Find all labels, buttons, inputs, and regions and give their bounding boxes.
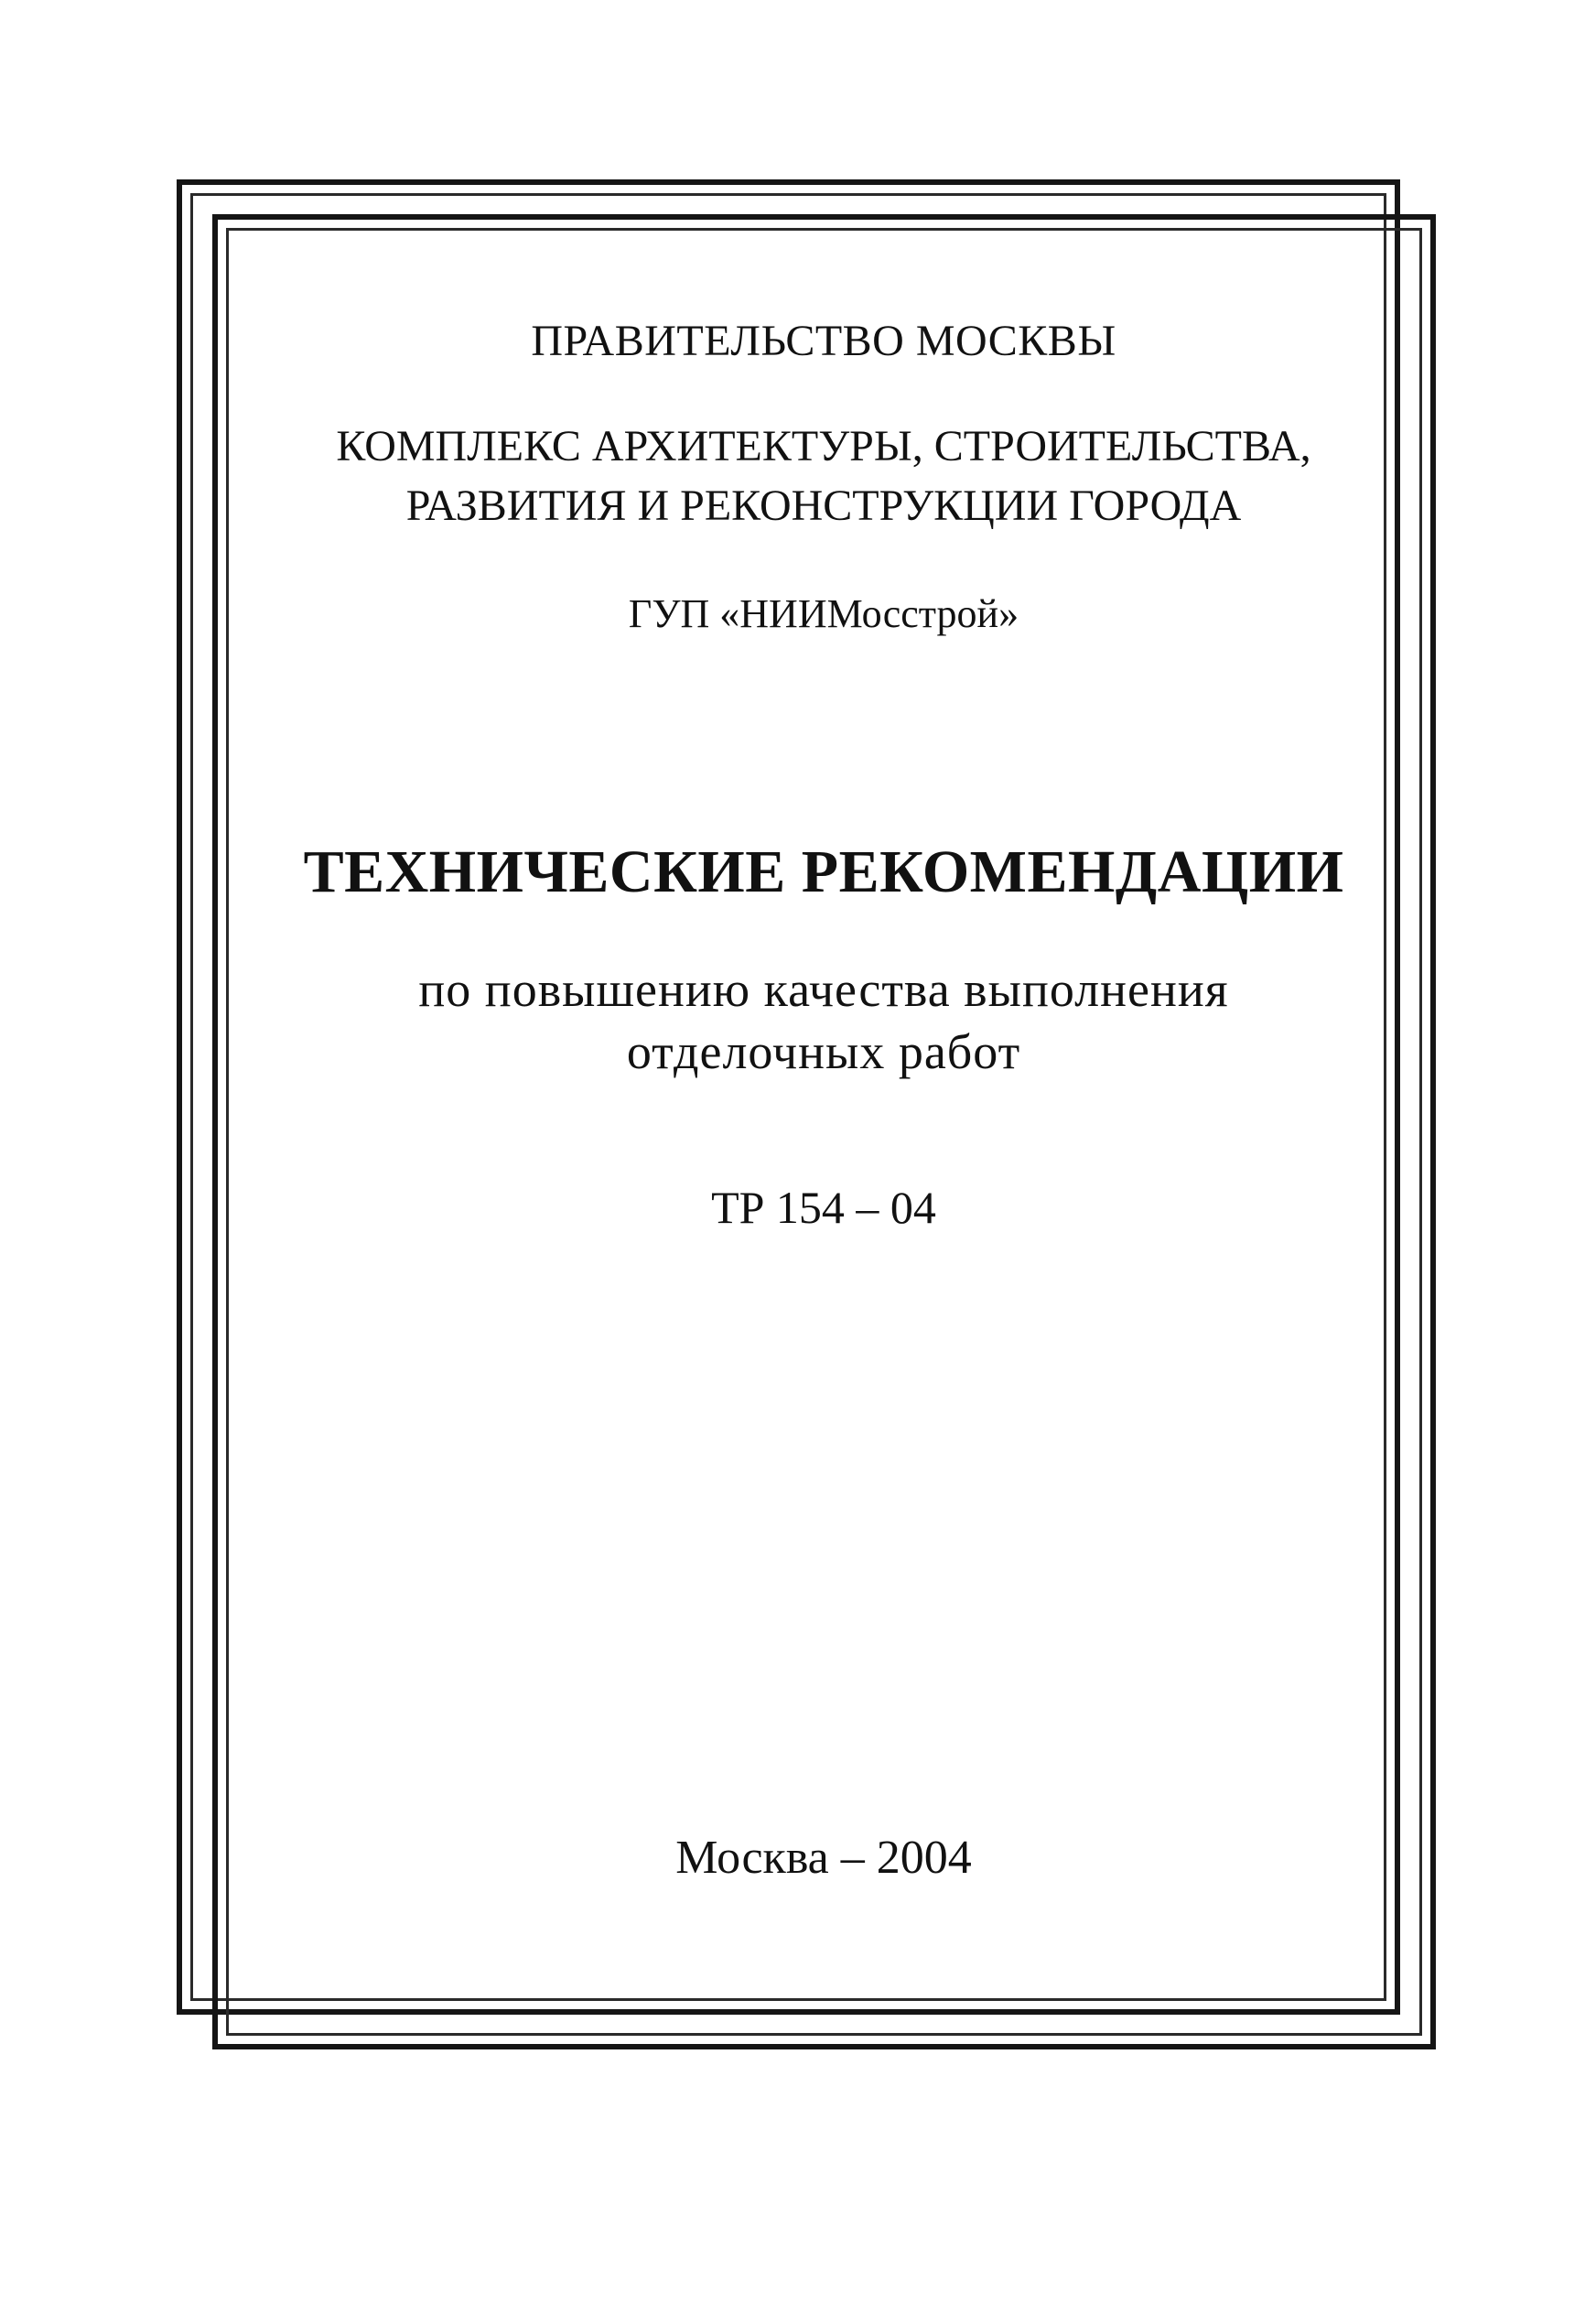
document-title: ТЕХНИЧЕСКИЕ РЕКОМЕНДАЦИИ: [303, 838, 1344, 905]
place-and-year: Москва – 2004: [675, 1832, 972, 1884]
document-subtitle-line-1: по повышению качества выполнения: [418, 962, 1229, 1017]
document-subtitle-line-2: отделочных работ: [626, 1024, 1021, 1079]
document-code: ТР 154 – 04: [711, 1182, 936, 1233]
complex-heading-line-1: КОМПЛЕКС АРХИТЕКТУРЫ, СТРОИТЕЛЬСТВА,: [336, 422, 1311, 470]
organization-name: ГУП «НИИМосстрой»: [628, 591, 1019, 636]
complex-heading-line-2: РАЗВИТИЯ И РЕКОНСТРУКЦИИ ГОРОДА: [405, 481, 1242, 530]
government-heading: ПРАВИТЕЛЬСТВО МОСКВЫ: [531, 317, 1116, 365]
